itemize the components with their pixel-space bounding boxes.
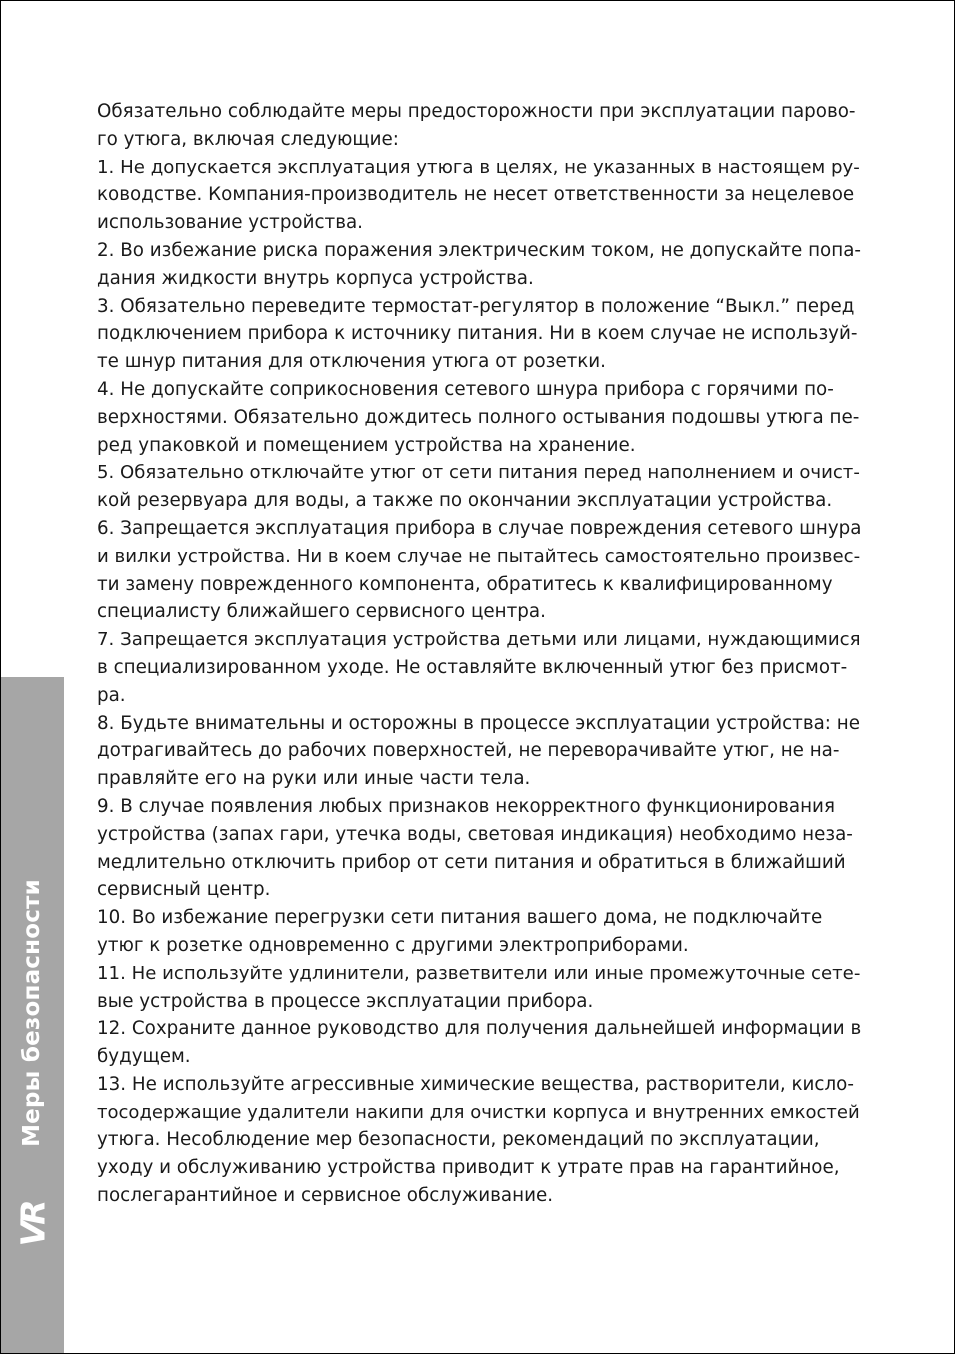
text-line: 3. Обязательно переведите термостат-регулятор в положение “Выкл.” перед	[97, 295, 855, 317]
brand-logo: VR	[13, 1203, 53, 1247]
text-line: специалисту ближайшего сервисного центра.	[97, 601, 546, 623]
text-line: использование устройства.	[97, 212, 363, 234]
text-line: правляйте его на руки или иные части тела.	[97, 768, 531, 790]
text-line: 13. Не используйте агрессивные химические вещества, растворители, кисло-	[97, 1073, 854, 1095]
text-line: подключением прибора к источнику питания. Ни в коем случае не используй-	[97, 323, 858, 345]
text-line: го утюга, включая следующие:	[97, 128, 399, 150]
text-line: 10. Во избежание перегрузки сети питания вашего дома, не подключайте	[97, 907, 823, 929]
text-line: сервисный центр.	[97, 879, 271, 901]
text-line: утюга. Несоблюдение мер безопасности, рекомендаций по эксплуатации,	[97, 1129, 820, 1151]
text-line: 1. Не допускается эксплуатация утюга в целях, не указанных в настоящем ру-	[97, 156, 860, 178]
text-line: дотрагивайтесь до рабочих поверхностей, не переворачивайте утюг, не на-	[97, 740, 840, 762]
text-line: 4. Не допускайте соприкосновения сетевого шнура прибора с горячими по-	[97, 378, 834, 400]
text-line: уходу и обслуживанию устройства приводит к утрате прав на гарантийное,	[97, 1157, 840, 1179]
safety-instructions-text	[97, 98, 862, 1210]
text-line: те шнур питания для отключения утюга от розетки.	[97, 351, 606, 373]
text-line: в специализированном уходе. Не оставляйте включенный утюг без присмот-	[97, 656, 848, 678]
text-line: утюг к розетке одновременно с другими электроприборами.	[97, 934, 689, 956]
text-line: 11. Не используйте удлинители, разветвители или иные промежуточные сете-	[97, 962, 861, 984]
text-line: верхностями. Обязательно дождитесь полного остывания подошвы утюга пе-	[97, 406, 860, 428]
text-line: ред упаковкой и помещением устройства на хранение.	[97, 434, 636, 456]
text-line: будущем.	[97, 1046, 191, 1068]
text-line: Обязательно соблюдайте меры предосторожности при эксплуатации парово-	[97, 101, 856, 122]
text-line: послегарантийное и сервисное обслуживание.	[97, 1185, 554, 1207]
text-line: ти замену поврежденного компонента, обратитесь к квалифицированному	[97, 573, 833, 595]
text-line: 5. Обязательно отключайте утюг от сети питания перед наполнением и очист-	[97, 462, 860, 484]
text-line: кой резервуара для воды, а также по окончании эксплуатации устройства.	[97, 490, 833, 512]
text-line: медлительно отключить прибор от сети питания и обратиться в ближайший	[97, 851, 846, 873]
text-line: устройства (запах гари, утечка воды, световая индикация) необходимо неза-	[97, 823, 853, 845]
text-line: 6. Запрещается эксплуатация прибора в случае повреждения сетевого шнура	[97, 517, 862, 539]
text-line: ководстве. Компания-производитель не несет ответственности за нецелевое	[97, 184, 855, 206]
text-line: 2. Во избежание риска поражения электрическим током, не допускайте попа-	[97, 239, 861, 261]
text-line: вые устройства в процессе эксплуатации прибора.	[97, 990, 594, 1012]
text-line: 9. В случае появления любых признаков некорректного функционирования	[97, 795, 835, 817]
text-line: тосодержащие удалители накипи для очистки корпуса и внутренних емкостей	[97, 1101, 860, 1123]
section-title: Меры безопасности	[19, 879, 45, 1147]
text-line: 12. Сохраните данное руководство для получения дальнейшей информации в	[97, 1018, 862, 1040]
text-line: 7. Запрещается эксплуатация устройства детьми или лицами, нуждающимися	[97, 629, 861, 651]
text-line: дания жидкости внутрь корпуса устройства.	[97, 267, 534, 289]
text-line: 8. Будьте внимательны и осторожны в процессе эксплуатации устройства: не	[97, 712, 860, 734]
text-line: и вилки устройства. Ни в коем случае не пытайтесь самостоятельно произвес-	[97, 545, 861, 567]
text-line: ра.	[97, 684, 126, 706]
